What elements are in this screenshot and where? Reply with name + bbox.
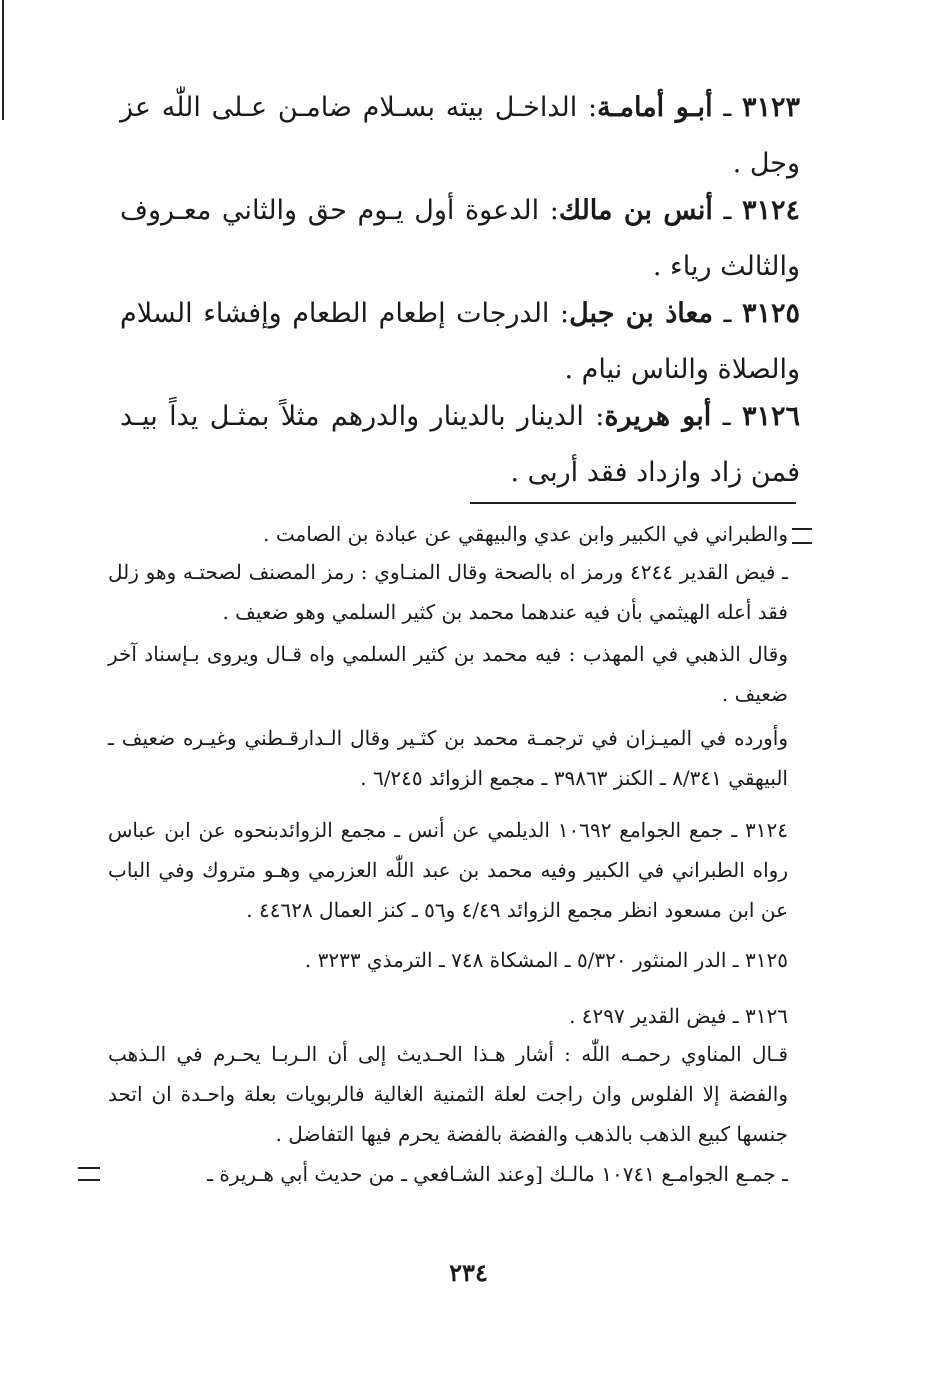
hadith-text: الدعوة أول يـوم حق والثاني معـروف والثالث رياء .	[120, 195, 800, 282]
hadith-narrator: أبو هريرة	[604, 401, 712, 432]
footnote: وأورده في الميـزان في ترجمـة محمد بن كثـير وقال الـدارقـطني وغيـره ضعيف ـ البيهقي ٨/٣٤١ ـ الكنز ٣٩٨٦٣ ـ مجمع الزوائد ٦/٢٤٥ .	[108, 726, 788, 790]
hadith-text: الداخـل بيته بسـلام ضامـن عـلى اللّٰه عز وجل .	[120, 92, 800, 179]
footnote: قـال المناوي رحمـه اللّٰه : أشار هـذا الحـديث إلى أن الـربـا يحـرم في الـذهب والفضة إلا الفلوس وان راجت لعلة الثمنية الغالية فالربويات بعلة واحـدة ان اتحد جنسها كبيع الذهب بالذهب والفضة بالفضة يحرم فيها التفاضل .	[108, 1042, 788, 1146]
footnote: والطبراني في الكبير وابن عدي والبيهقي عن عبادة بن الصامت .	[263, 522, 788, 546]
hadith-number: ٣١٢٦	[742, 401, 801, 432]
continuation-mark	[792, 528, 812, 544]
footnote-separator	[470, 502, 796, 504]
footnote: ٣١٢٥ ـ الدر المنثور ٥/٣٢٠ ـ المشكاة ٧٤٨ ـ الترمذي ٣٢٣٣ .	[304, 948, 788, 972]
continuation-mark	[78, 1167, 100, 1181]
footnote: ـ جمـع الجوامـع ١٠٧٤١ مالـك [وعند الشـافعي ـ من حديث أبي هـريرة ـ	[207, 1162, 788, 1186]
hadith-narrator: معاذ بن جبل	[569, 298, 713, 329]
hadith-narrator: أنس بن مالك	[558, 195, 713, 226]
hadith-entry: ٣١٢٦ ـ أبو هريرة: الدينار بالدينار والدرهم مثلاً بمثـل يداً بيـد فمن زاد وازداد فقد أربى .	[120, 401, 801, 488]
page-edge-line	[2, 0, 4, 120]
hadith-entry: ٣١٢٣ ـ أبـو أمامـة: الداخـل بيته بسـلام ضامـن عـلى اللّٰه عز وجل .	[120, 92, 800, 179]
hadith-narrator: أبـو أمامـة	[597, 92, 713, 123]
hadith-text: الدينار بالدينار والدرهم مثلاً بمثـل يداً بيـد فمن زاد وازداد فقد أربى .	[120, 401, 800, 488]
hadith-text: الدرجات إطعام الطعام وإفشاء السلام والصلاة والناس نيام .	[120, 298, 800, 385]
footnote: وقال الذهبي في المهذب : فيه محمد بن كثير السلمي واه قـال ويروى بـإسناد آخر ضعيف .	[108, 642, 788, 706]
hadith-entry: ٣١٢٥ ـ معاذ بن جبل: الدرجات إطعام الطعام وإفشاء السلام والصلاة والناس نيام .	[120, 298, 800, 385]
hadith-number: ٣١٢٤	[741, 195, 800, 226]
hadith-number: ٣١٢٣	[741, 92, 800, 123]
hadith-entry: ٣١٢٤ ـ أنس بن مالك: الدعوة أول يـوم حق والثاني معـروف والثالث رياء .	[120, 195, 800, 282]
page-number: ٢٣٤	[449, 1258, 488, 1287]
footnote: ٣١٢٤ ـ جمع الجوامع ١٠٦٩٢ الديلمي عن أنس ـ مجمع الزوائدبنحوه عن ابن عباس رواه الطبراني في الكبير وفيه محمد بن عبد اللّٰه العزرمي وهـو متروك وفي الباب عن ابن مسعود انظر مجمع الزوائد ٤/٤٩ و٥٦ ـ كنز العمال ٤٤٦٢٨ .	[108, 818, 788, 922]
hadith-number: ٣١٢٥	[741, 298, 800, 329]
footnote: ٣١٢٦ ـ فيض القدير ٤٢٩٧ .	[569, 1004, 788, 1028]
footnote: ـ فيض القدير ٤٢٤٤ ورمز اه بالصحة وقال المنـاوي : رمز المصنف لصحتـه وهو زلل فقد أعله الهيثمي بأن فيه عندهما محمد بن كثير السلمي وهو ضعيف .	[108, 560, 788, 624]
